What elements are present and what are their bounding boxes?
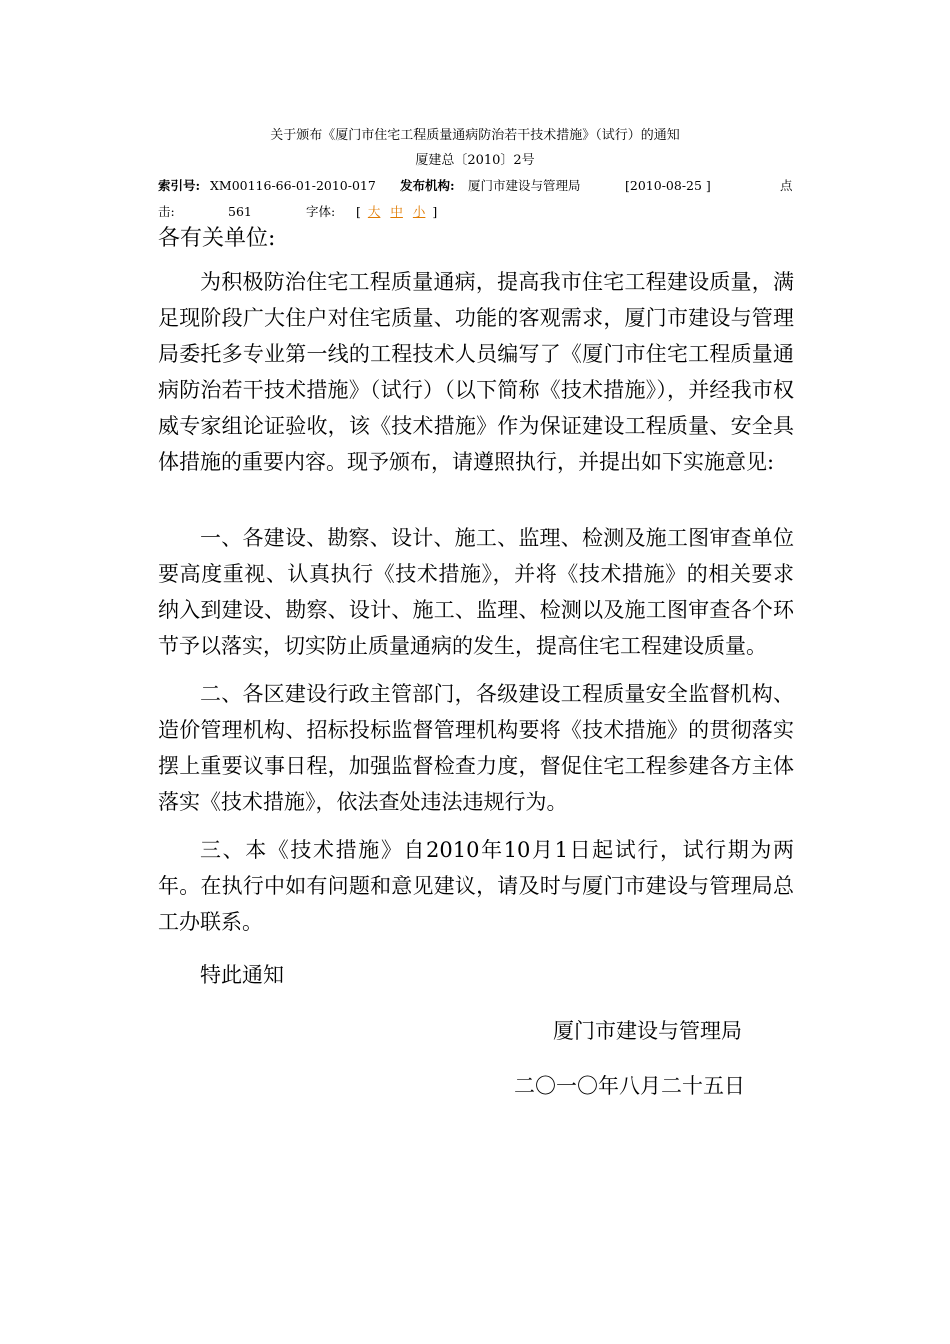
signature-date: 二〇一〇年八月二十五日 bbox=[514, 1074, 745, 1098]
bracket-open: [ bbox=[356, 204, 361, 219]
clicks-label-start: 点 bbox=[780, 178, 793, 193]
closing-remark: 特此通知 bbox=[200, 963, 284, 987]
font-size-label: 字体: bbox=[306, 204, 336, 219]
paragraph-item-1: 一、各建设、勘察、设计、施工、监理、检测及施工图审查单位要高度重视、认真执行《技术措施》，并将《技术措施》的相关要求纳入到建设、勘察、设计、施工、监理、检测以及施工图审查各个环节予以落实，切实防止质量通病的发生，提高住宅工程建设质量。 bbox=[158, 526, 794, 658]
salutation: 各有关单位: bbox=[158, 226, 276, 251]
font-medium-link[interactable]: 中 bbox=[390, 204, 403, 219]
paragraph-item-2: 二、各区建设行政主管部门，各级建设工程质量安全监督机构、造价管理机构、招标投标监督管理机构要将《技术措施》的贯彻落实摆上重要议事日程，加强监督检查力度，督促住宅工程参建各方主体落实《技术措施》，依法查处违法违规行为。 bbox=[158, 682, 794, 814]
publish-date: [2010-08-25 ] bbox=[625, 178, 711, 193]
font-large-link[interactable]: 大 bbox=[367, 204, 381, 219]
clicks-count: 561 bbox=[228, 204, 252, 219]
index-value: XM00116-66-01-2010-017 bbox=[210, 178, 376, 193]
document-number: 厦建总〔2010〕2号 bbox=[415, 153, 535, 168]
publisher-value: 厦门市建设与管理局 bbox=[468, 178, 581, 193]
paragraph-item-3: 三、本《技术措施》自2010年10月1日起试行，试行期为两年。在执行中如有问题和意见建议，请及时与厦门市建设与管理局总工办联系。 bbox=[158, 838, 794, 934]
document-title: 关于颁布《厦门市住宅工程质量通病防治若干技术措施》（试行）的通知 bbox=[270, 128, 680, 143]
signature-organization: 厦门市建设与管理局 bbox=[553, 1019, 742, 1043]
font-small-link[interactable]: 小 bbox=[412, 204, 426, 219]
publisher-label: 发布机构: bbox=[400, 178, 455, 193]
bracket-close: ] bbox=[432, 204, 438, 219]
paragraph-intro: 为积极防治住宅工程质量通病，提高我市住宅工程建设质量，满足现阶段广大住户对住宅质量、功能的客观需求，厦门市建设与管理局委托多专业第一线的工程技术人员编写了《厦门市住宅工程质量通病防治若干技术措施》（试行）（以下简称《技术措施》），并经我市权威专家组论证验收，该《技术措施》作为保证建设工程质量、安全具体措施的重要内容。现予颁布，请遵照执行，并提出如下实施意见: bbox=[158, 270, 794, 474]
clicks-label-end: 击: bbox=[158, 204, 175, 219]
index-label: 索引号: bbox=[158, 178, 201, 193]
font-size-controls bbox=[356, 202, 437, 222]
